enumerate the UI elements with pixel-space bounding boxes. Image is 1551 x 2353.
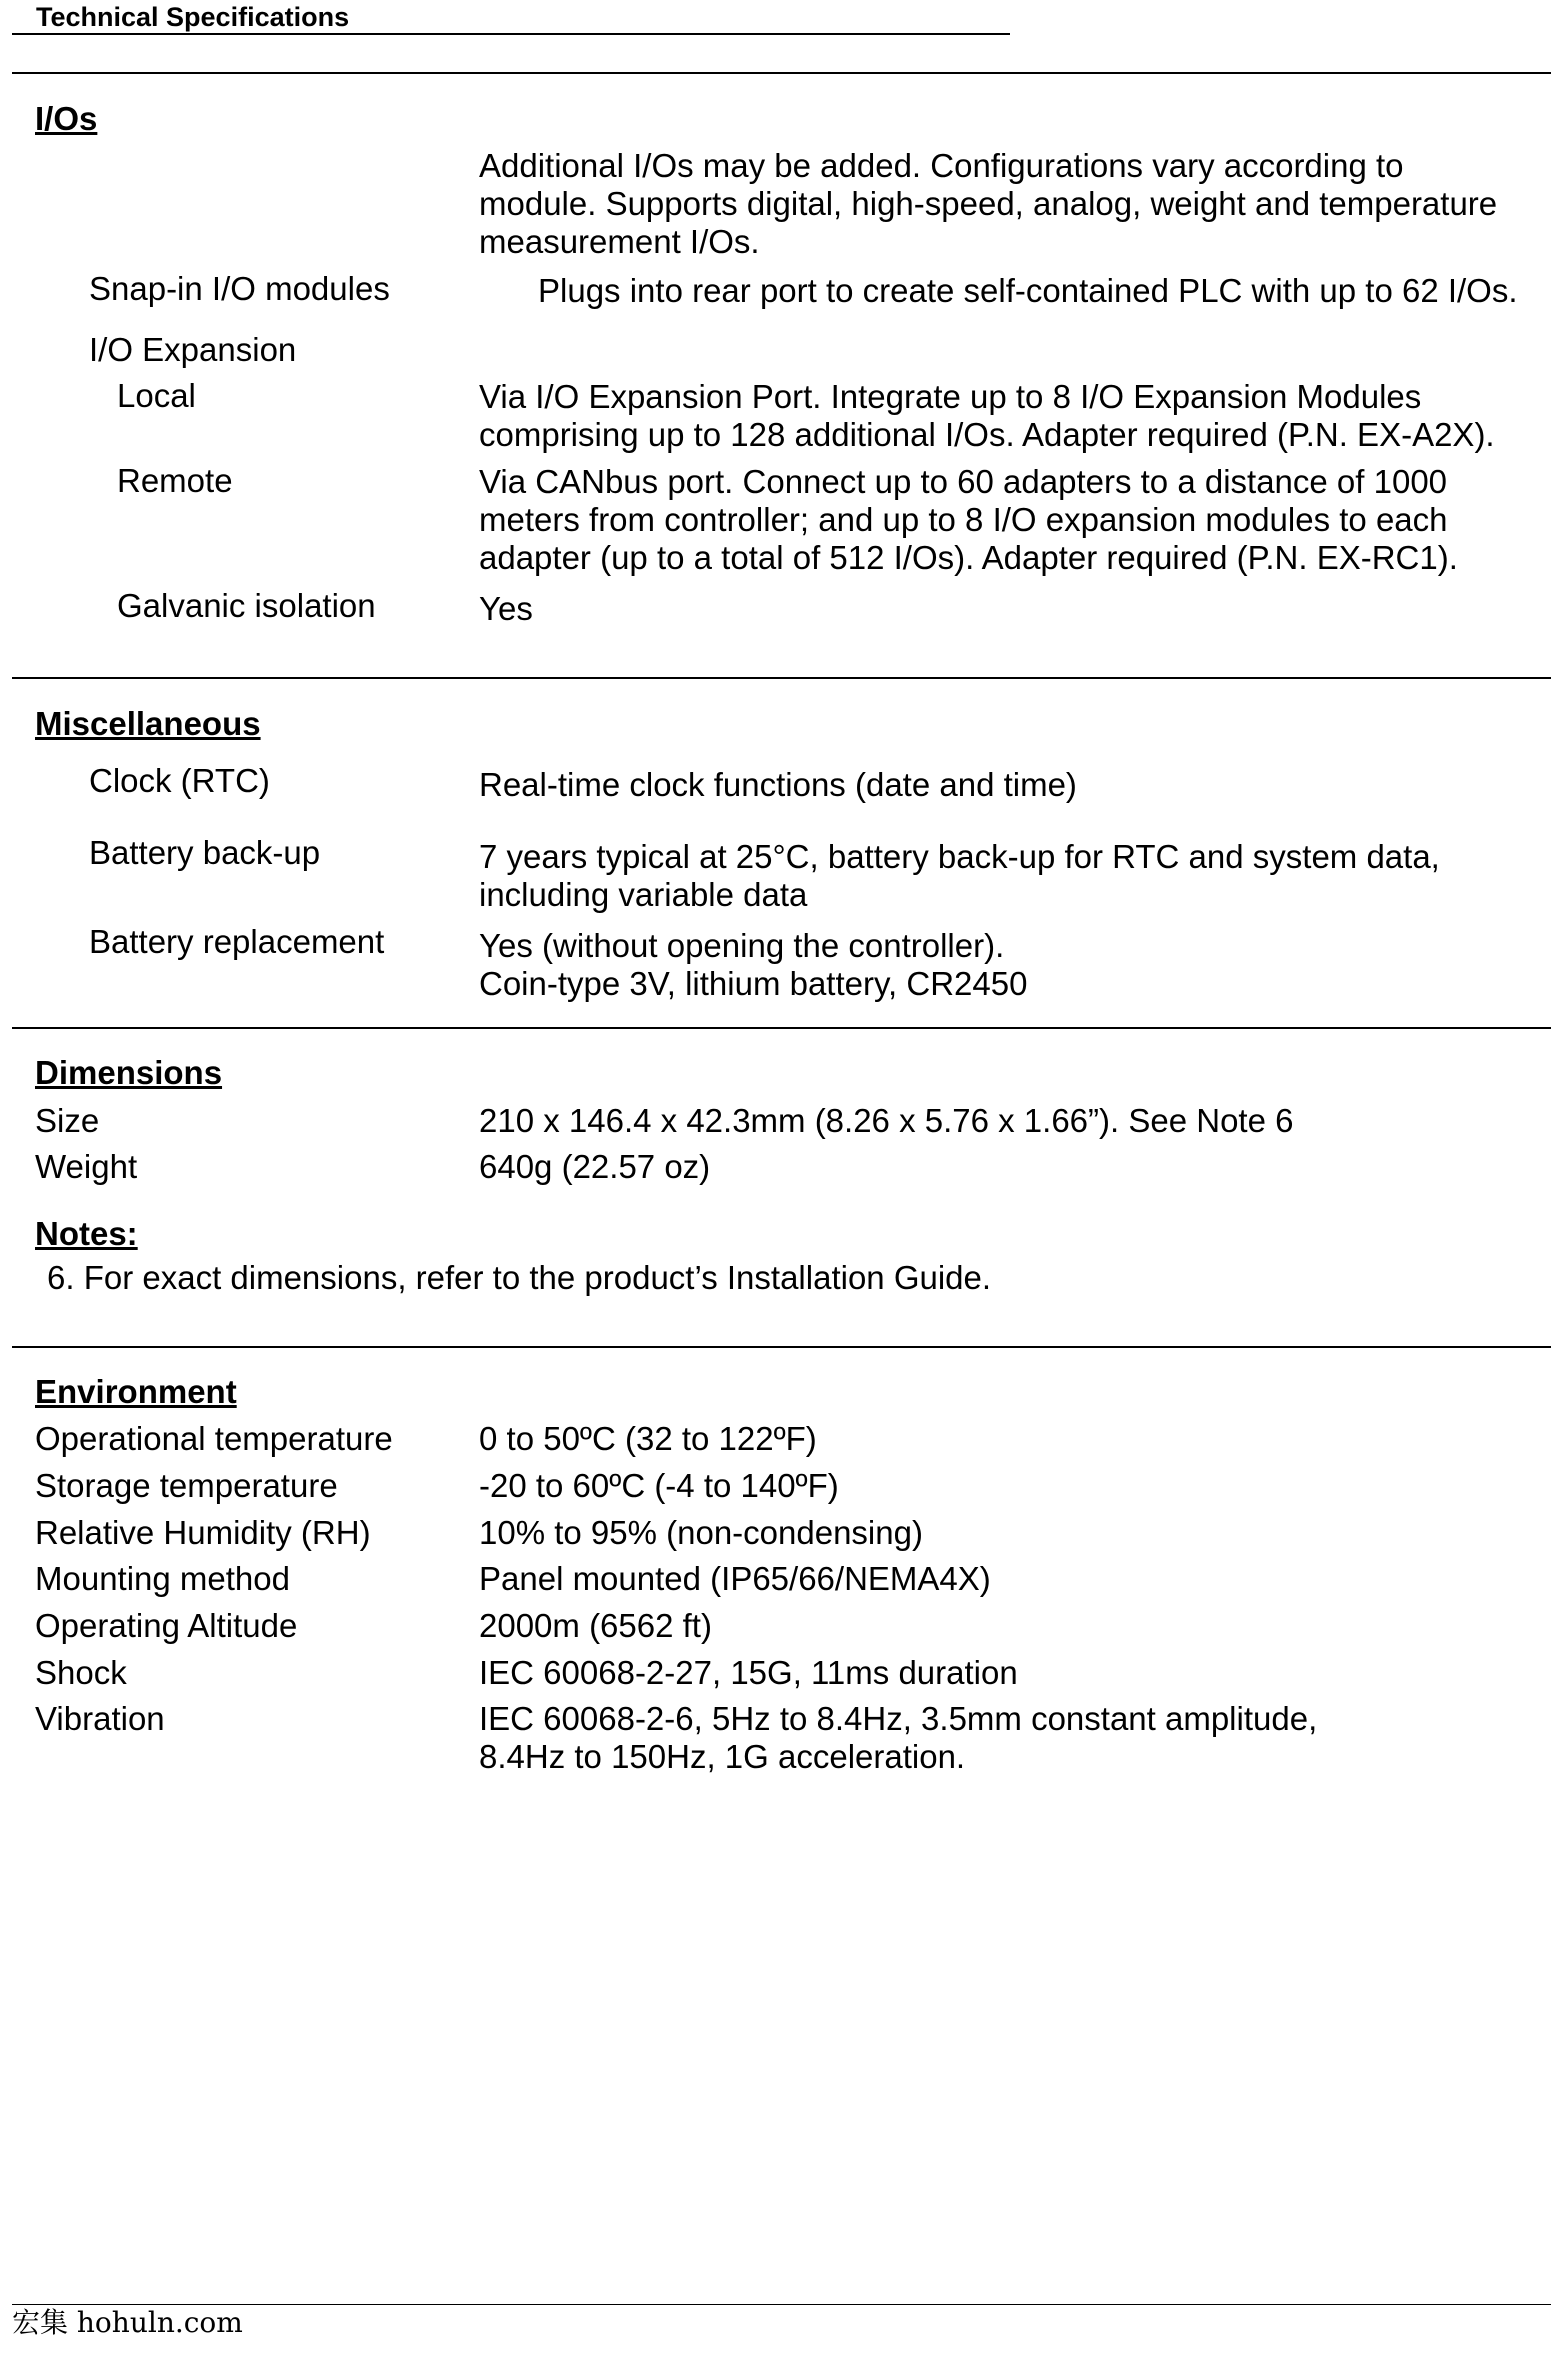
env-row-label: Relative Humidity (RH) <box>35 1514 371 1551</box>
env-row-value-continued: 8.4Hz to 150Hz, 1G acceleration. <box>479 1738 966 1775</box>
env-row-label: Mounting method <box>35 1560 290 1597</box>
env-row-value: IEC 60068-2-6, 5Hz to 8.4Hz, 3.5mm constant amplitude, <box>479 1700 1318 1737</box>
battery-value-line: 7 years typical at 25°C, battery back-up for RTC and system data, <box>479 838 1440 875</box>
env-row-value: -20 to 60ºC (-4 to 140ºF) <box>479 1467 839 1504</box>
misc-heading: Miscellaneous <box>35 705 261 742</box>
galvanic-value: Yes <box>479 590 533 627</box>
local-value-line: Via I/O Expansion Port. Integrate up to 8 I/O Expansion Modules <box>479 378 1422 415</box>
local-label: Local <box>117 377 196 414</box>
env-row-label: Operating Altitude <box>35 1607 298 1644</box>
weight-value: 640g (22.57 oz) <box>479 1148 711 1185</box>
remote-label: Remote <box>117 462 233 499</box>
local-value-line: comprising up to 128 additional I/Os. Adapter required (P.N. EX-A2X). <box>479 416 1495 453</box>
io-expansion-label: I/O Expansion <box>89 331 297 368</box>
section-divider <box>12 72 1551 74</box>
clock-value: Real-time clock functions (date and time) <box>479 766 1077 803</box>
battery-replacement-value-line: Coin-type 3V, lithium battery, CR2450 <box>479 965 1028 1002</box>
size-label: Size <box>35 1102 100 1139</box>
snap-in-value: Plugs into rear port to create self-contained PLC with up to 62 I/Os. <box>538 272 1518 309</box>
ios-intro-line: measurement I/Os. <box>479 223 760 260</box>
section-divider <box>12 1027 1551 1029</box>
footer-divider <box>12 2304 1551 2305</box>
battery-replacement-value-line: Yes (without opening the controller). <box>479 927 1005 964</box>
page-header-title: Technical Specifications <box>36 2 350 32</box>
ios-intro-line: module. Supports digital, high-speed, analog, weight and temperature <box>479 185 1498 222</box>
env-row-value: 0 to 50ºC (32 to 122ºF) <box>479 1420 817 1457</box>
header-divider <box>12 33 1010 35</box>
notes-heading: Notes: <box>35 1215 138 1252</box>
env-row-label: Operational temperature <box>35 1420 393 1457</box>
env-row-label: Storage temperature <box>35 1467 338 1504</box>
weight-label: Weight <box>35 1148 138 1185</box>
env-row-value: 10% to 95% (non-condensing) <box>479 1514 923 1551</box>
ios-heading: I/Os <box>35 100 98 137</box>
environment-heading: Environment <box>35 1373 237 1410</box>
env-row-label: Shock <box>35 1654 127 1691</box>
section-divider <box>12 1346 1551 1348</box>
footer-watermark: 宏集 hohuln.com <box>12 2306 243 2339</box>
galvanic-label: Galvanic isolation <box>117 587 376 624</box>
note-6: 6. For exact dimensions, refer to the product’s Installation Guide. <box>47 1259 992 1296</box>
env-row-value: Panel mounted (IP65/66/NEMA4X) <box>479 1560 991 1597</box>
battery-replacement-label: Battery replacement <box>89 923 385 960</box>
battery-label: Battery back-up <box>89 834 321 871</box>
remote-value-line: adapter (up to a total of 512 I/Os). Adapter required (P.N. EX-RC1). <box>479 539 1458 576</box>
section-divider <box>12 677 1551 679</box>
dimensions-heading: Dimensions <box>35 1054 223 1091</box>
env-row-label: Vibration <box>35 1700 165 1737</box>
ios-intro-line: Additional I/Os may be added. Configurations vary according to <box>479 147 1404 184</box>
clock-label: Clock (RTC) <box>89 762 270 799</box>
remote-value-line: Via CANbus port. Connect up to 60 adapters to a distance of 1000 <box>479 463 1448 500</box>
remote-value-line: meters from controller; and up to 8 I/O expansion modules to each <box>479 501 1448 538</box>
snap-in-label: Snap-in I/O modules <box>89 270 390 307</box>
size-value: 210 x 146.4 x 42.3mm (8.26 x 5.76 x 1.66”). See Note 6 <box>479 1102 1294 1139</box>
battery-value-line: including variable data <box>479 876 808 913</box>
env-row-value: 2000m (6562 ft) <box>479 1607 712 1644</box>
env-row-value: IEC 60068-2-27, 15G, 11ms duration <box>479 1654 1018 1691</box>
